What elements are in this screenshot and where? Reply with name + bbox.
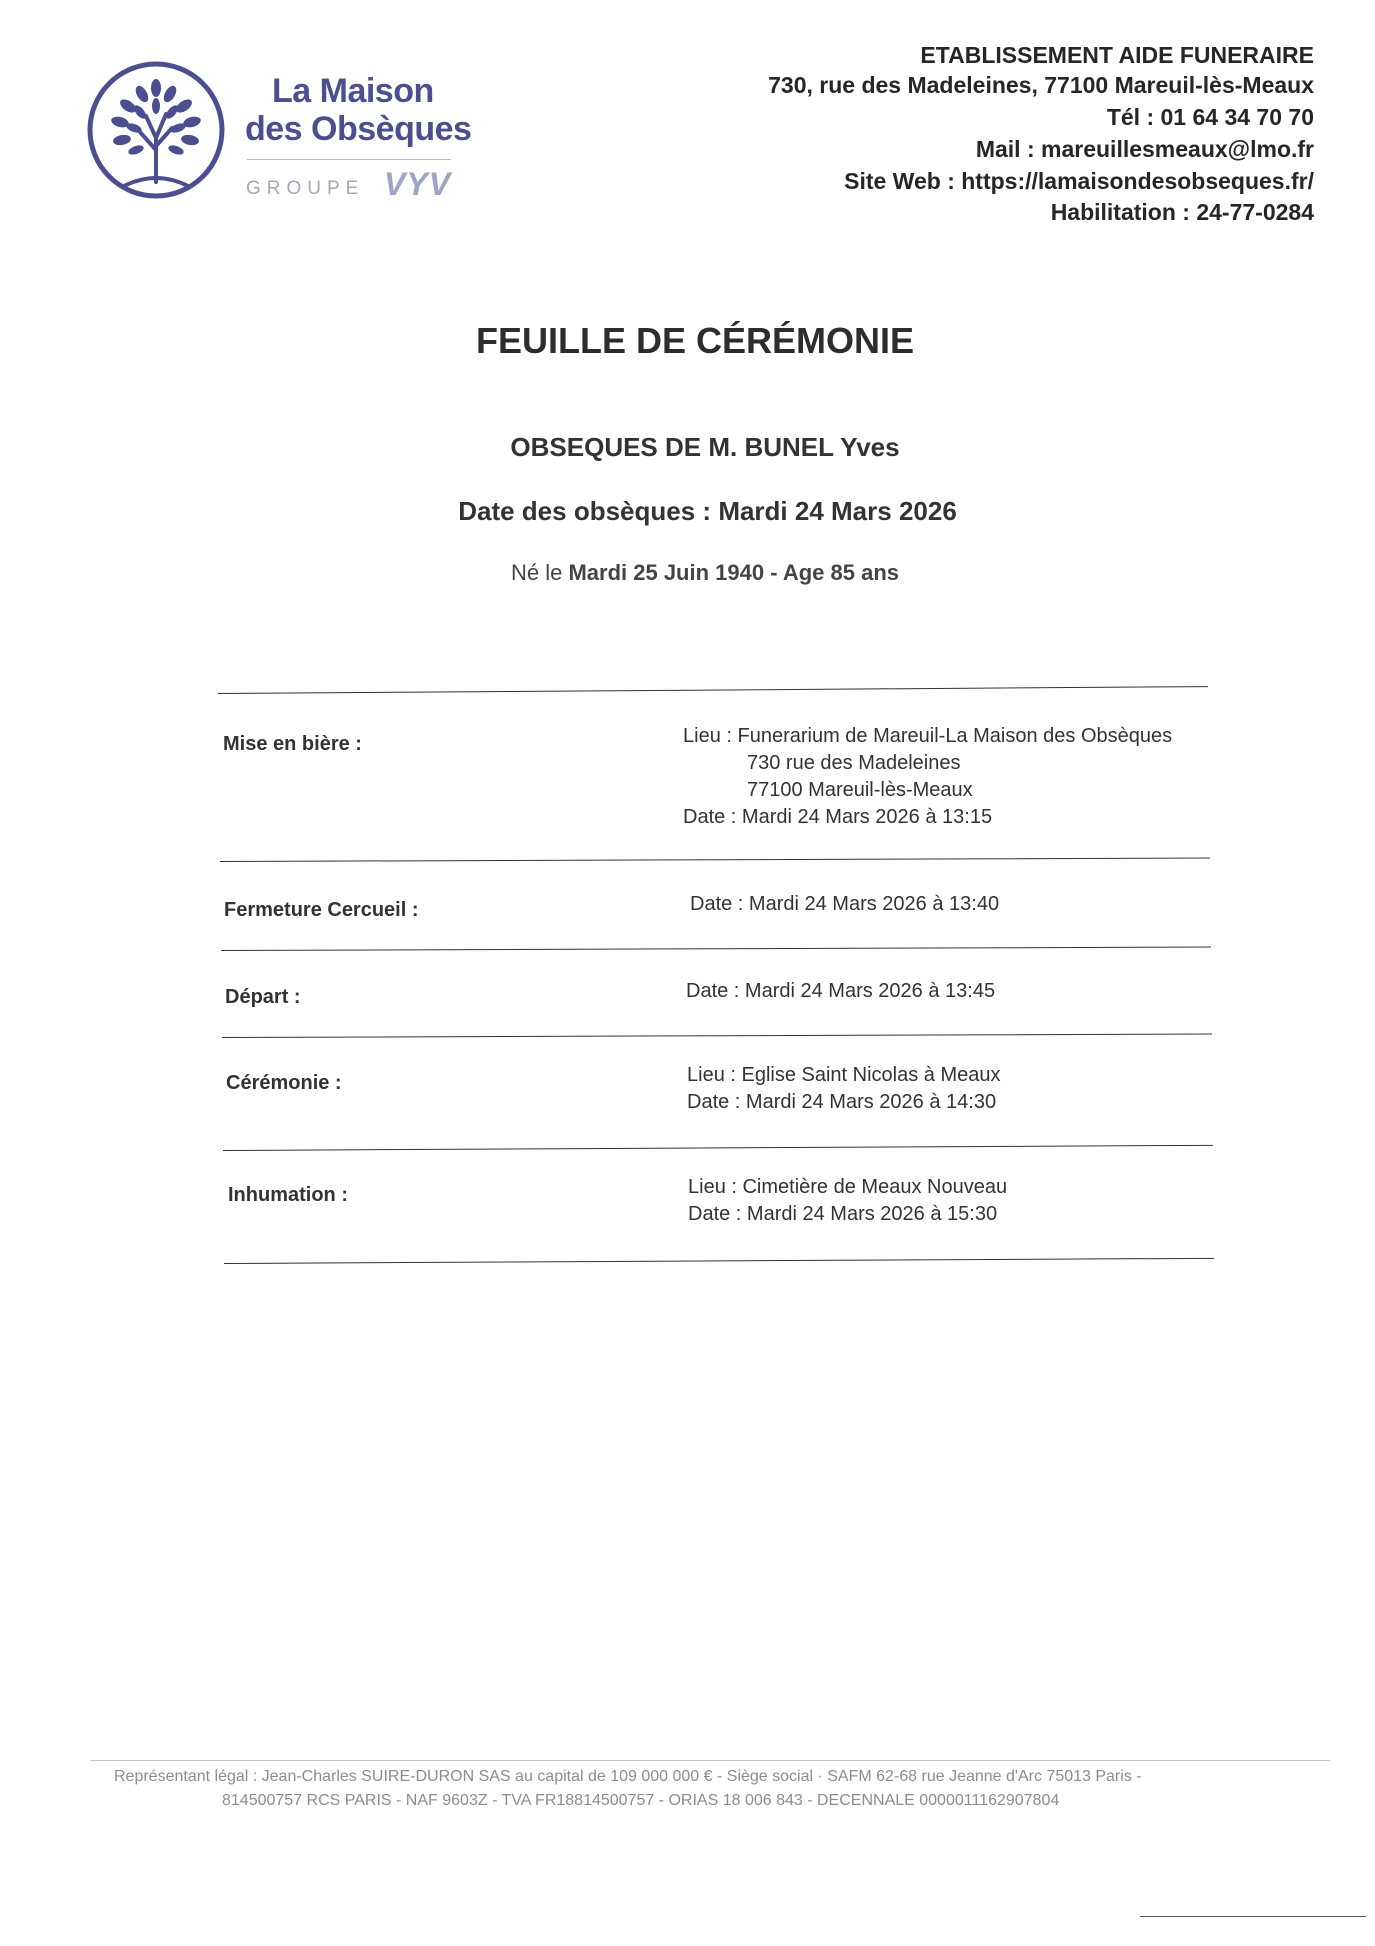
footer-legal-line2: 814500757 RCS PARIS - NAF 9603Z - TVA FR18814500757 - ORIAS 18 006 843 - DECENNALE 0000011162907804: [222, 1792, 1060, 1809]
mise-en-biere-date: Date : Mardi 24 Mars 2026 à 13:15: [683, 806, 993, 828]
depart-label: Départ :: [225, 986, 301, 1008]
company-logo: [84, 58, 472, 208]
separator: [223, 1145, 1213, 1151]
ceremonie-label: Cérémonie :: [226, 1072, 342, 1094]
birth-prefix: Né le: [510, 560, 563, 585]
mise-en-biere-lieu: Lieu : Funerarium de Mareuil-La Maison des Obsèques: [683, 725, 1173, 747]
logo-groupe-text: GROUPE: [246, 178, 365, 199]
logo-text-line1: La Maison: [272, 72, 434, 110]
mise-en-biere-details: [683, 723, 1172, 831]
mise-en-biere-address2: 77100 Mareuil-lès-Meaux: [747, 779, 973, 801]
inhumation-date: Date : Mardi 24 Mars 2026 à 15:30: [688, 1203, 998, 1225]
header-tel: Tél : 01 64 34 70 70: [1106, 104, 1314, 130]
header-address: 730, rue des Madeleines, 77100 Mareuil-lès-Meaux: [768, 72, 1314, 98]
tree-icon: [84, 58, 228, 202]
ceremonie-date: Date : Mardi 24 Mars 2026 à 14:30: [687, 1091, 997, 1113]
birth-info: [0, 560, 1375, 586]
separator: [222, 1034, 1212, 1038]
header-habilitation: Habilitation : 24-77-0284: [1050, 199, 1314, 225]
separator: [220, 858, 1210, 862]
logo-vyv-text: VYV: [384, 166, 452, 202]
fermeture-label: Fermeture Cercueil :: [224, 899, 419, 921]
page-title: FEUILLE DE CÉRÉMONIE: [475, 320, 915, 361]
fermeture-date: Date : Mardi 24 Mars 2026 à 13:40: [690, 893, 1000, 915]
funeral-date: [0, 496, 1375, 527]
logo-text-line2: des Obsèques: [245, 110, 472, 148]
bottom-rule: [1140, 1916, 1366, 1917]
ceremonie-details: [687, 1062, 1001, 1116]
logo-divider: [247, 159, 451, 160]
inhumation-details: [688, 1174, 1007, 1228]
inhumation-label: Inhumation :: [228, 1184, 348, 1206]
header-site: Site Web : https://lamaisondesobseques.fr/: [844, 168, 1314, 194]
birth-value: Mardi 25 Juin 1940 - Age 85 ans: [568, 560, 900, 585]
header-mail: Mail : mareuillesmeaux@lmo.fr: [975, 136, 1314, 162]
depart-date: Date : Mardi 24 Mars 2026 à 13:45: [686, 980, 996, 1002]
mise-en-biere-label: Mise en bière :: [223, 733, 362, 755]
ceremonie-lieu: Lieu : Eglise Saint Nicolas à Meaux: [687, 1064, 1001, 1086]
separator: [221, 947, 1211, 951]
header-company: ETABLISSEMENT AIDE FUNERAIRE: [920, 42, 1314, 68]
inhumation-lieu: Lieu : Cimetière de Meaux Nouveau: [688, 1176, 1008, 1198]
footer-legal-line1: Représentant légal : Jean-Charles SUIRE-DURON SAS au capital de 109 000 000 € - Siège social · SAFM 62-68 rue Jeanne d'Arc 75013 Paris -: [114, 1768, 1142, 1785]
deceased-name: OBSEQUES DE M. BUNEL Yves: [510, 432, 900, 462]
separator: [224, 1258, 1214, 1264]
separator: [218, 686, 1208, 694]
funeral-date-label: Date des obsèques :: [458, 496, 712, 526]
funeral-date-value: Mardi 24 Mars 2026: [718, 496, 957, 526]
mise-en-biere-address1: 730 rue des Madeleines: [747, 752, 961, 774]
footer-divider: [90, 1760, 1330, 1761]
